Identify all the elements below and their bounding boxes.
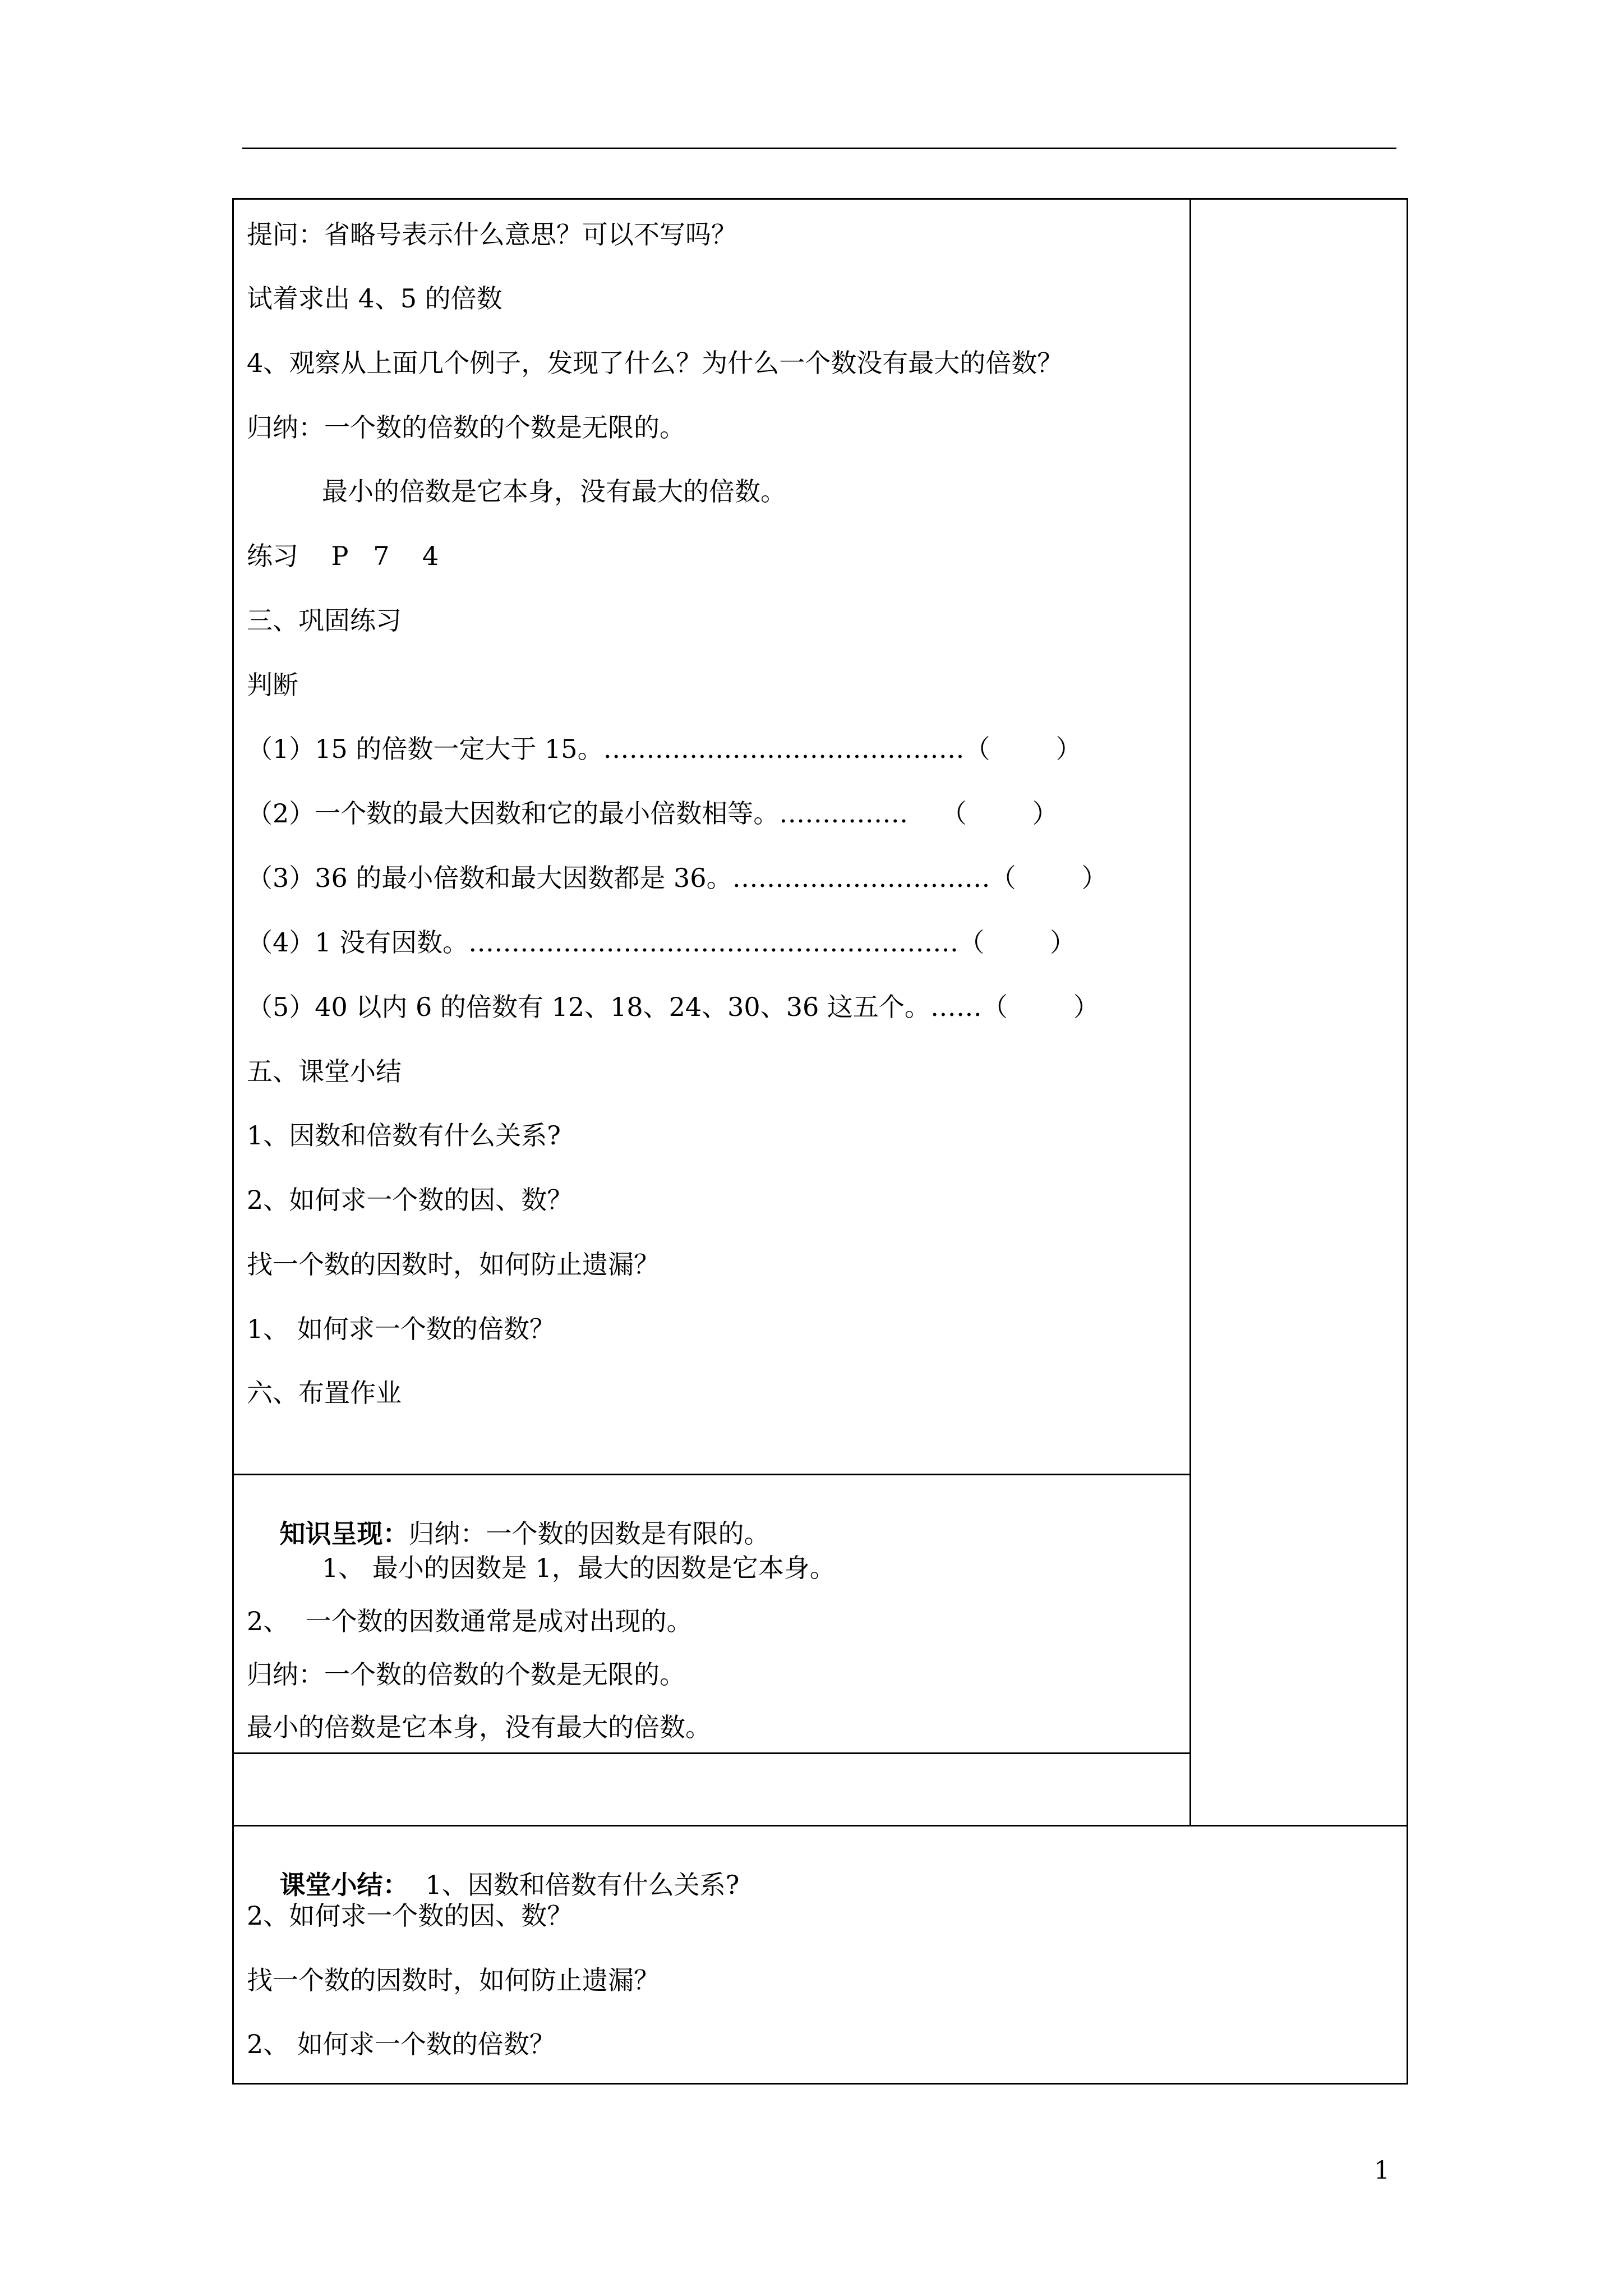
knowledge-heading: 知识呈现：	[279, 1519, 409, 1549]
summary-question: 找一个数的因数时，如何防止遗漏？	[247, 1249, 660, 1280]
judge-item: （3）36 的最小倍数和最大因数都是 36。…………………………（ ）	[247, 863, 1108, 893]
knowledge-line: 最小的倍数是它本身，没有最大的倍数。	[247, 1712, 711, 1742]
observe-line: 4、观察从上面几个例子，发现了什么？为什么一个数没有最大的倍数？	[247, 348, 1063, 378]
judge-item: （2）一个数的最大因数和它的最小倍数相等。…………… （ ）	[247, 798, 1058, 829]
knowledge-text: 归纳：一个数的因数是有限的。	[408, 1519, 770, 1549]
knowledge-line: 归纳：一个数的倍数的个数是无限的。	[247, 1659, 685, 1690]
header-rule	[242, 148, 1396, 149]
knowledge-line: 1、 最小的因数是 1，最大的因数是它本身。	[322, 1553, 836, 1583]
summary-heading: 课堂小结：	[279, 1870, 409, 1900]
summary-question: 1、 如何求一个数的倍数？	[247, 1314, 555, 1344]
knowledge-line: 2、 一个数的因数通常是成对出现的。	[247, 1606, 693, 1636]
judge-heading: 判断	[247, 670, 298, 700]
practice-line: 练习 P 7 4	[247, 541, 439, 571]
empty-cell	[232, 1752, 1191, 1826]
summary-line: 找一个数的因数时，如何防止遗漏？	[247, 1965, 660, 1995]
upper-right-cell	[1189, 198, 1408, 1826]
summary-line-2: 最小的倍数是它本身，没有最大的倍数。	[322, 476, 786, 507]
summary-text: 1、因数和倍数有什么关系?	[425, 1870, 740, 1900]
page-number: 1	[1374, 2156, 1390, 2185]
summary-line: 2、如何求一个数的因、数？	[247, 1901, 573, 1931]
summary-question: 1、因数和倍数有什么关系?	[247, 1120, 561, 1151]
task-line: 试着求出 4、5 的倍数	[247, 283, 502, 314]
section-heading: 三、巩固练习	[247, 605, 402, 636]
judge-item: （1）15 的倍数一定大于 15。……………………………………（ ）	[247, 734, 1082, 764]
judge-item: （4）1 没有因数。…………………………………………………（ ）	[247, 927, 1076, 958]
summary-line: 归纳：一个数的倍数的个数是无限的。	[247, 412, 685, 443]
upper-left-cell	[232, 198, 1191, 1475]
section-heading: 五、课堂小结	[247, 1056, 402, 1087]
summary-question: 2、如何求一个数的因、数？	[247, 1185, 573, 1215]
judge-item: （5）40 以内 6 的倍数有 12、18、24、30、36 这五个。……（ ）	[247, 992, 1099, 1022]
summary-line: 2、 如何求一个数的倍数？	[247, 2029, 555, 2059]
section-heading: 六、布置作业	[247, 1378, 402, 1408]
question-line: 提问：省略号表示什么意思？可以不写吗？	[247, 219, 737, 250]
